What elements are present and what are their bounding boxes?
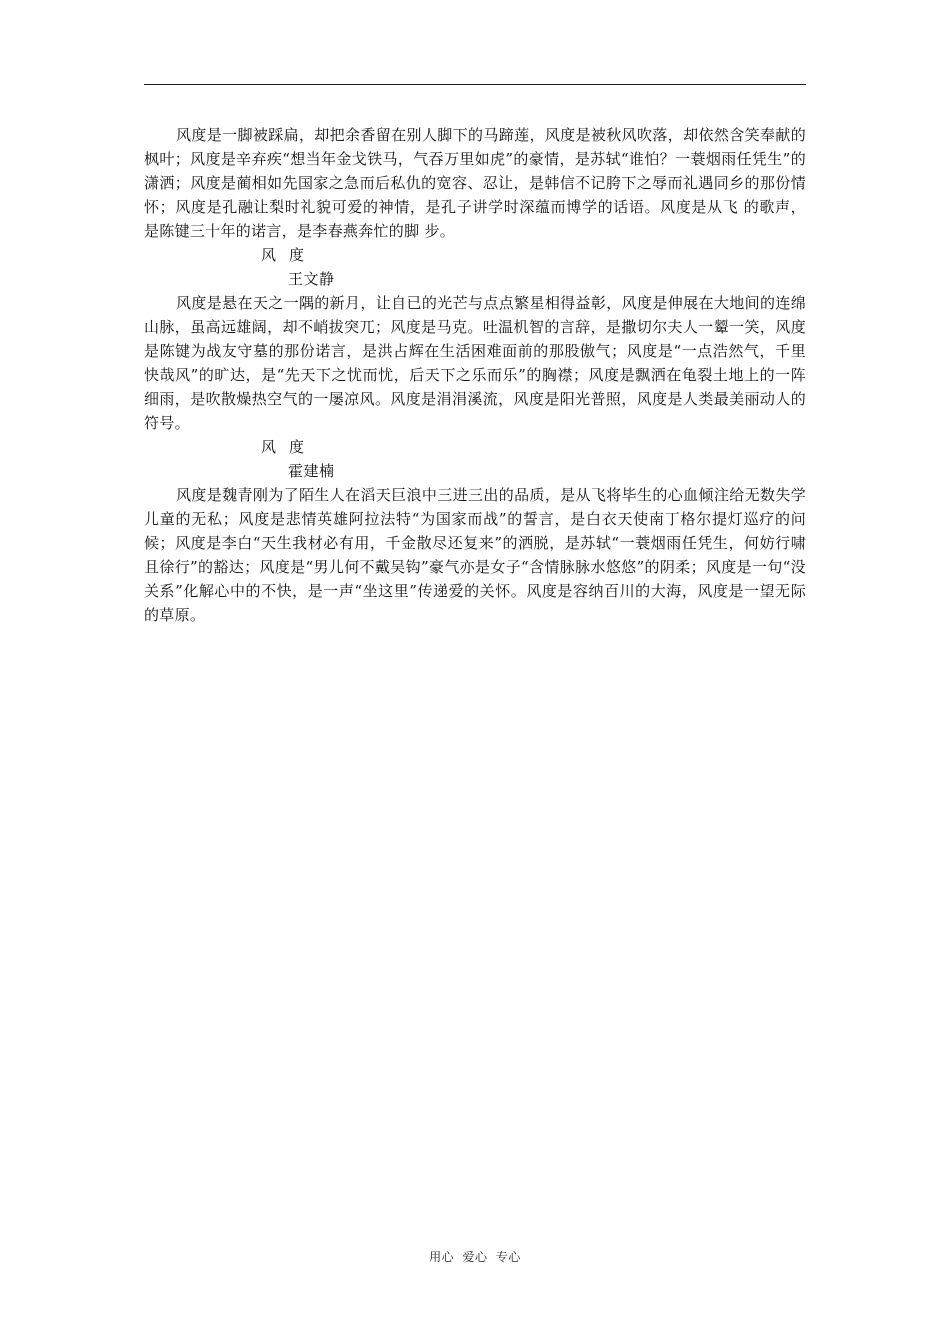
page-footer: 用心 爱心 专心 — [429, 1250, 521, 1264]
document-body — [144, 123, 806, 627]
essay-author: 王文静 — [288, 270, 335, 288]
essay-paragraph: 风度是悬在天之一隅的新月，让自已的光芒与点点繁星相得益彰，风度是伸展在大地间的连绵山脉，虽高远雄阔，却不峭拔突兀；风度是马克。吐温机智的言辞，是撒切尔夫人一颦一笑，风度是陈键为战友守墓的那份诺言，是洪占辉在生活困难面前的那股傲气；风度是“一点浩然气，千里快哉风”的旷达，是“先天下之忧而忧，后天下之乐而乐”的胸襟；风度是飘洒在龟裂土地上的一阵细雨，是吹散燥热空气的一屡凉风。风度是涓涓溪流，风度是阳光普照，风度是人类最美丽动人的符号。 — [144, 294, 806, 432]
header-rule — [144, 84, 806, 85]
essay-title: 风度 — [261, 438, 318, 456]
essay-paragraph: 风度是魏青刚为了陌生人在滔天巨浪中三进三出的品质，是从飞将毕生的心血倾注给无数失学儿童的无私；风度是悲情英雄阿拉法特“为国家而战”的誓言，是白衣天使南丁格尔提灯巡疗的问候；风度是李白“天生我材必有用，千金散尽还复来”的洒脱，是苏轼“一蓑烟雨任凭生，何妨行啸且徐行”的豁达；风度是“男儿何不戴吴钩”豪气亦是女子“含情脉脉水悠悠”的阴柔；风度是一句“没关系”化解心中的不快，是一声“坐这里”传递爱的关怀。风度是容纳百川的大海，风度是一望无际的草原。 — [144, 486, 806, 624]
paragraph-intro: 风度是一脚被踩扁，却把余香留在别人脚下的马蹄莲，风度是被秋风吹落，却依然含笑奉献的枫叶；风度是辛弃疾“想当年金戈铁马，气吞万里如虎”的豪情，是苏轼“谁怕？一蓑烟雨任凭生”的潇洒；风度是蔺相如先国家之急而后私仇的宽容、忍让，是韩信不记胯下之辱而礼遇同乡的那份情怀；风度是孔融让梨时礼貌可爱的神情，是孔子讲学时深蕴而博学的话语。风度是从飞 的歌声，是陈键三十年的诺言，是李春燕奔忙的脚 步。 — [144, 126, 806, 240]
essay-title: 风度 — [261, 246, 318, 264]
essay-author: 霍建楠 — [288, 462, 335, 480]
